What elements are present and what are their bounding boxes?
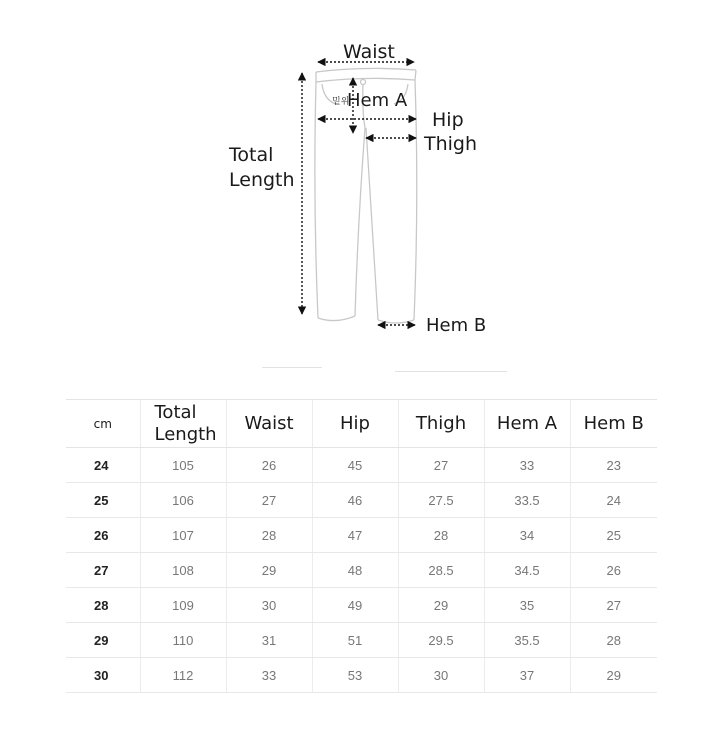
hem-a-cell: 34 [484, 518, 570, 553]
table-row [66, 518, 657, 553]
header-hem-a: Hem A [484, 400, 570, 448]
hem-b-cell: 28 [570, 623, 657, 658]
total-length-cell: 109 [140, 588, 226, 623]
header-hem-b: Hem B [570, 400, 657, 448]
size-cell: 25 [66, 483, 140, 518]
waist-label: Waist [343, 41, 395, 63]
total-length-cell: 107 [140, 518, 226, 553]
thigh-cell: 28 [398, 518, 484, 553]
hem-a-cell: 33.5 [484, 483, 570, 518]
size-cell: 27 [66, 553, 140, 588]
hip-cell: 45 [312, 448, 398, 483]
divider [262, 367, 322, 368]
thigh-cell: 27.5 [398, 483, 484, 518]
hip-cell: 51 [312, 623, 398, 658]
size-cell: 26 [66, 518, 140, 553]
total-length-label-line2: Length [229, 169, 295, 191]
header-hip: Hip [312, 400, 398, 448]
thigh-cell: 30 [398, 658, 484, 693]
total-length-cell: 108 [140, 553, 226, 588]
hem-a-cell: 35.5 [484, 623, 570, 658]
total-length-cell: 106 [140, 483, 226, 518]
waist-cell: 29 [226, 553, 312, 588]
thigh-label: Thigh [424, 133, 478, 155]
size-cell: 30 [66, 658, 140, 693]
table-row [66, 588, 657, 623]
divider [395, 371, 507, 372]
hem-a-cell: 37 [484, 658, 570, 693]
hem-b-label: Hem B [426, 315, 487, 336]
waist-cell: 26 [226, 448, 312, 483]
size-cell: 24 [66, 448, 140, 483]
header-total-length-line2: Length [154, 423, 217, 445]
size-cell: 29 [66, 623, 140, 658]
thigh-cell: 29.5 [398, 623, 484, 658]
size-chart-table [66, 399, 657, 693]
total-length-cell: 112 [140, 658, 226, 693]
hem-b-cell: 25 [570, 518, 657, 553]
pants-measurement-diagram [0, 0, 709, 360]
hem-b-cell: 29 [570, 658, 657, 693]
hem-a-label: Hem A [347, 90, 408, 111]
hem-b-cell: 26 [570, 553, 657, 588]
thigh-cell: 29 [398, 588, 484, 623]
thigh-cell: 28.5 [398, 553, 484, 588]
thigh-cell: 27 [398, 448, 484, 483]
header-total-length-line1: Total [154, 401, 197, 423]
waist-cell: 31 [226, 623, 312, 658]
hem-b-cell: 23 [570, 448, 657, 483]
rise-note-label: 밑위 [332, 97, 350, 107]
waist-cell: 27 [226, 483, 312, 518]
hem-a-cell: 33 [484, 448, 570, 483]
header-thigh: Thigh [398, 400, 484, 448]
waist-cell: 30 [226, 588, 312, 623]
table-row [66, 658, 657, 693]
total-length-label-line1: Total [229, 144, 274, 166]
waist-cell: 33 [226, 658, 312, 693]
waist-cell: 28 [226, 518, 312, 553]
total-length-cell: 110 [140, 623, 226, 658]
hem-a-cell: 34.5 [484, 553, 570, 588]
hem-b-cell: 24 [570, 483, 657, 518]
hip-cell: 46 [312, 483, 398, 518]
hip-cell: 49 [312, 588, 398, 623]
hem-a-cell: 35 [484, 588, 570, 623]
table-row [66, 483, 657, 518]
table-row [66, 623, 657, 658]
header-size: cm [66, 400, 140, 448]
table-row [66, 448, 657, 483]
hip-label: Hip [432, 109, 464, 131]
table-row [66, 553, 657, 588]
total-length-cell: 105 [140, 448, 226, 483]
hip-cell: 48 [312, 553, 398, 588]
hip-cell: 47 [312, 518, 398, 553]
hem-b-cell: 27 [570, 588, 657, 623]
header-total-length [140, 400, 226, 448]
table-header-row [66, 400, 657, 448]
header-waist: Waist [226, 400, 312, 448]
hip-cell: 53 [312, 658, 398, 693]
size-cell: 28 [66, 588, 140, 623]
